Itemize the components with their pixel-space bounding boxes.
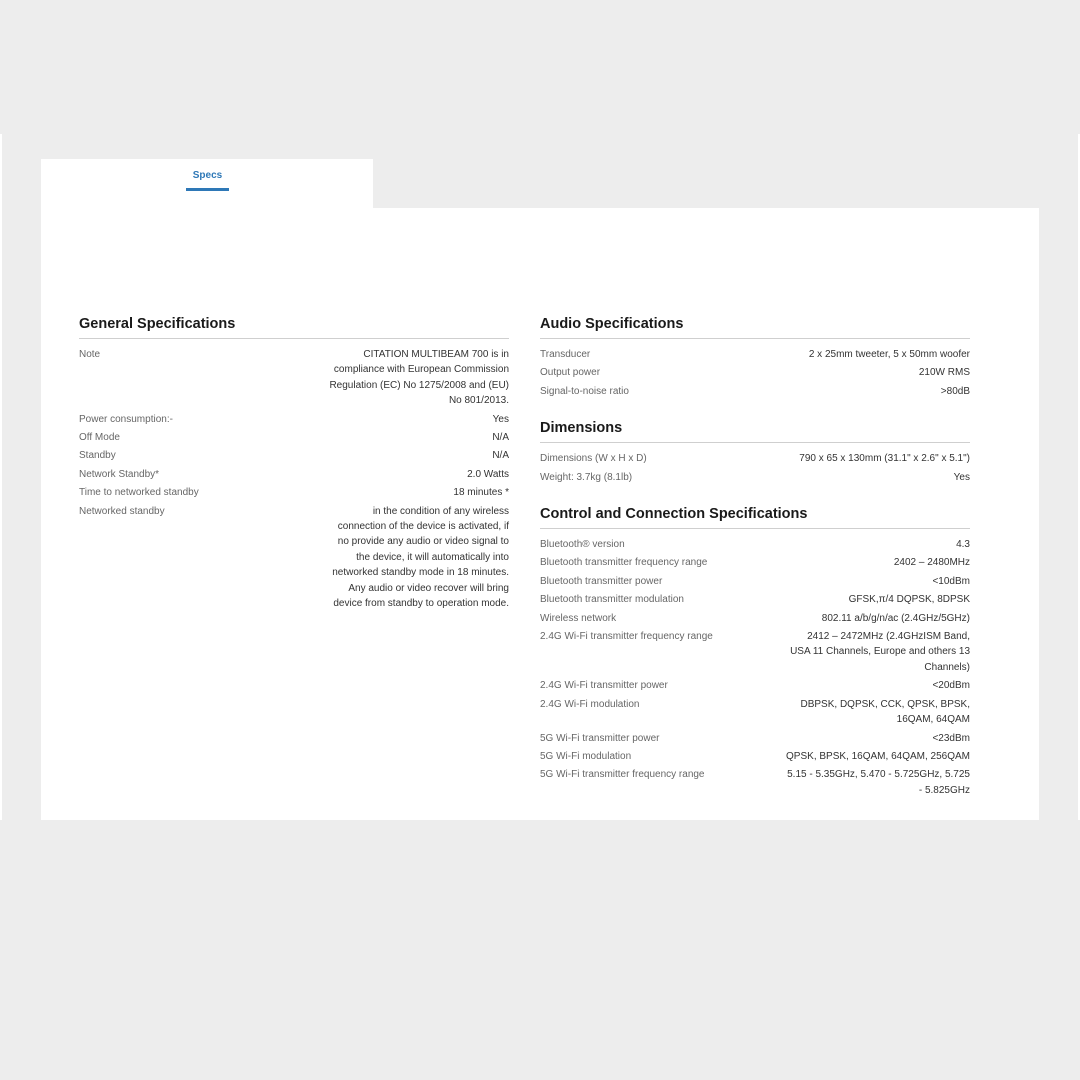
spec-row [540,347,970,362]
spec-row [540,611,970,626]
spec-row [540,365,970,380]
spec-row [540,574,970,589]
spec-row [540,555,970,570]
spec-label: Output power [540,367,601,379]
spec-row [540,767,970,798]
spec-row [540,731,970,746]
section-title: Dimensions [540,419,970,443]
section-control-and-connection-specifications [540,505,970,798]
spec-value: 2402 – 2480MHz [893,557,970,569]
spec-row [540,451,970,466]
spec-value: 2.0 Watts [467,468,509,480]
spec-label: Networked standby [79,505,165,517]
spec-row [540,537,970,552]
section-title: Control and Connection Specifications [540,505,970,529]
section-title: Audio Specifications [540,315,970,339]
spec-label: Wireless network [540,612,617,624]
spec-value: Yes [953,471,970,483]
spec-value: <20dBm [932,680,970,692]
specs-column-left [79,315,509,632]
spec-value: Yes [492,413,509,425]
spec-value: CITATION MULTIBEAM 700 is in compliance with European Commission Regulation (EC) No 1275/2008 and (EU) No 801/2013. [329,349,509,407]
spec-row [79,485,509,500]
spec-row [540,592,970,607]
spec-row [540,678,970,693]
specs-content [41,208,1039,820]
spec-label: Time to networked standby [79,487,199,499]
spec-row [540,749,970,764]
spec-label: 5G Wi-Fi transmitter power [540,732,660,744]
spec-value: N/A [492,432,509,444]
section-general-specifications [79,315,509,612]
spec-row [79,430,509,445]
spec-label: Dimensions (W x H x D) [540,453,647,465]
spec-row [79,347,509,409]
spec-value: 2 x 25mm tweeter, 5 x 50mm woofer [808,349,970,360]
spec-value: N/A [492,450,509,462]
spec-value: <23dBm [932,732,970,744]
spec-value: 18 minutes * [453,487,509,499]
spec-value: 802.11 a/b/g/n/ac (2.4GHz/5GHz) [821,612,970,624]
spec-label: 2.4G Wi-Fi modulation [540,698,640,710]
spec-row [79,504,509,612]
spec-label: Off Mode [79,432,120,444]
spec-value: in the condition of any wireless connection of the device is activated, if no provide any audio or video signal to the device, it will automatically into networked standby mode in 18 minutes. Any audio or video recover will bring device from standby to operation mode. [332,505,509,610]
spec-value: 210W RMS [918,367,970,379]
spec-value: QPSK, BPSK, 16QAM, 64QAM, 256QAM [786,750,970,762]
spec-row [540,470,970,485]
specs-column-right [540,315,970,818]
spec-value: 2412 – 2472MHz (2.4GHzISM Band, USA 11 Channels, Europe and others 13 Channels) [790,631,970,673]
frame-strip-left [2,134,41,820]
spec-label: Bluetooth transmitter power [540,575,663,587]
tab-specs[interactable]: Specs [186,170,229,191]
spec-row [79,467,509,482]
frame-strip-right [1039,134,1078,820]
spec-label: Standby [79,450,116,462]
spec-label: Signal-to-noise ratio [540,385,629,397]
spec-value: 790 x 65 x 130mm (31.1" x 2.6" x 5.1") [799,453,970,465]
spec-label: Note [79,349,101,360]
spec-row [540,697,970,728]
spec-label: Bluetooth transmitter frequency range [540,557,708,569]
spec-label: 2.4G Wi-Fi transmitter power [540,680,668,692]
spec-value: DBPSK, DQPSK, CCK, QPSK, BPSK, 16QAM, 64QAM [800,698,970,726]
spec-label: Bluetooth transmitter modulation [540,594,684,606]
spec-label: Transducer [540,349,591,360]
spec-label: 2.4G Wi-Fi transmitter frequency range [540,631,713,643]
section-audio-specifications [540,315,970,399]
spec-row [79,412,509,427]
spec-value: >80dB [940,385,970,397]
spec-value: GFSK,π/4 DQPSK, 8DPSK [848,594,970,606]
spec-label: 5G Wi-Fi modulation [540,750,632,762]
spec-row [79,448,509,463]
spec-row [540,384,970,399]
spec-label: Power consumption:- [79,413,173,425]
spec-value: 4.3 [956,539,970,551]
spec-label: 5G Wi-Fi transmitter frequency range [540,769,705,781]
spec-label: Network Standby* [79,468,160,480]
section-title: General Specifications [79,315,509,339]
spec-value: <10dBm [932,575,970,587]
section-dimensions [540,419,970,485]
spec-label: Bluetooth® version [540,539,625,551]
spec-label: Weight: 3.7kg (8.1lb) [540,471,633,483]
spec-value: 5.15 - 5.35GHz, 5.470 - 5.725GHz, 5.725 - 5.825GHz [787,769,970,796]
spec-row [540,629,970,675]
